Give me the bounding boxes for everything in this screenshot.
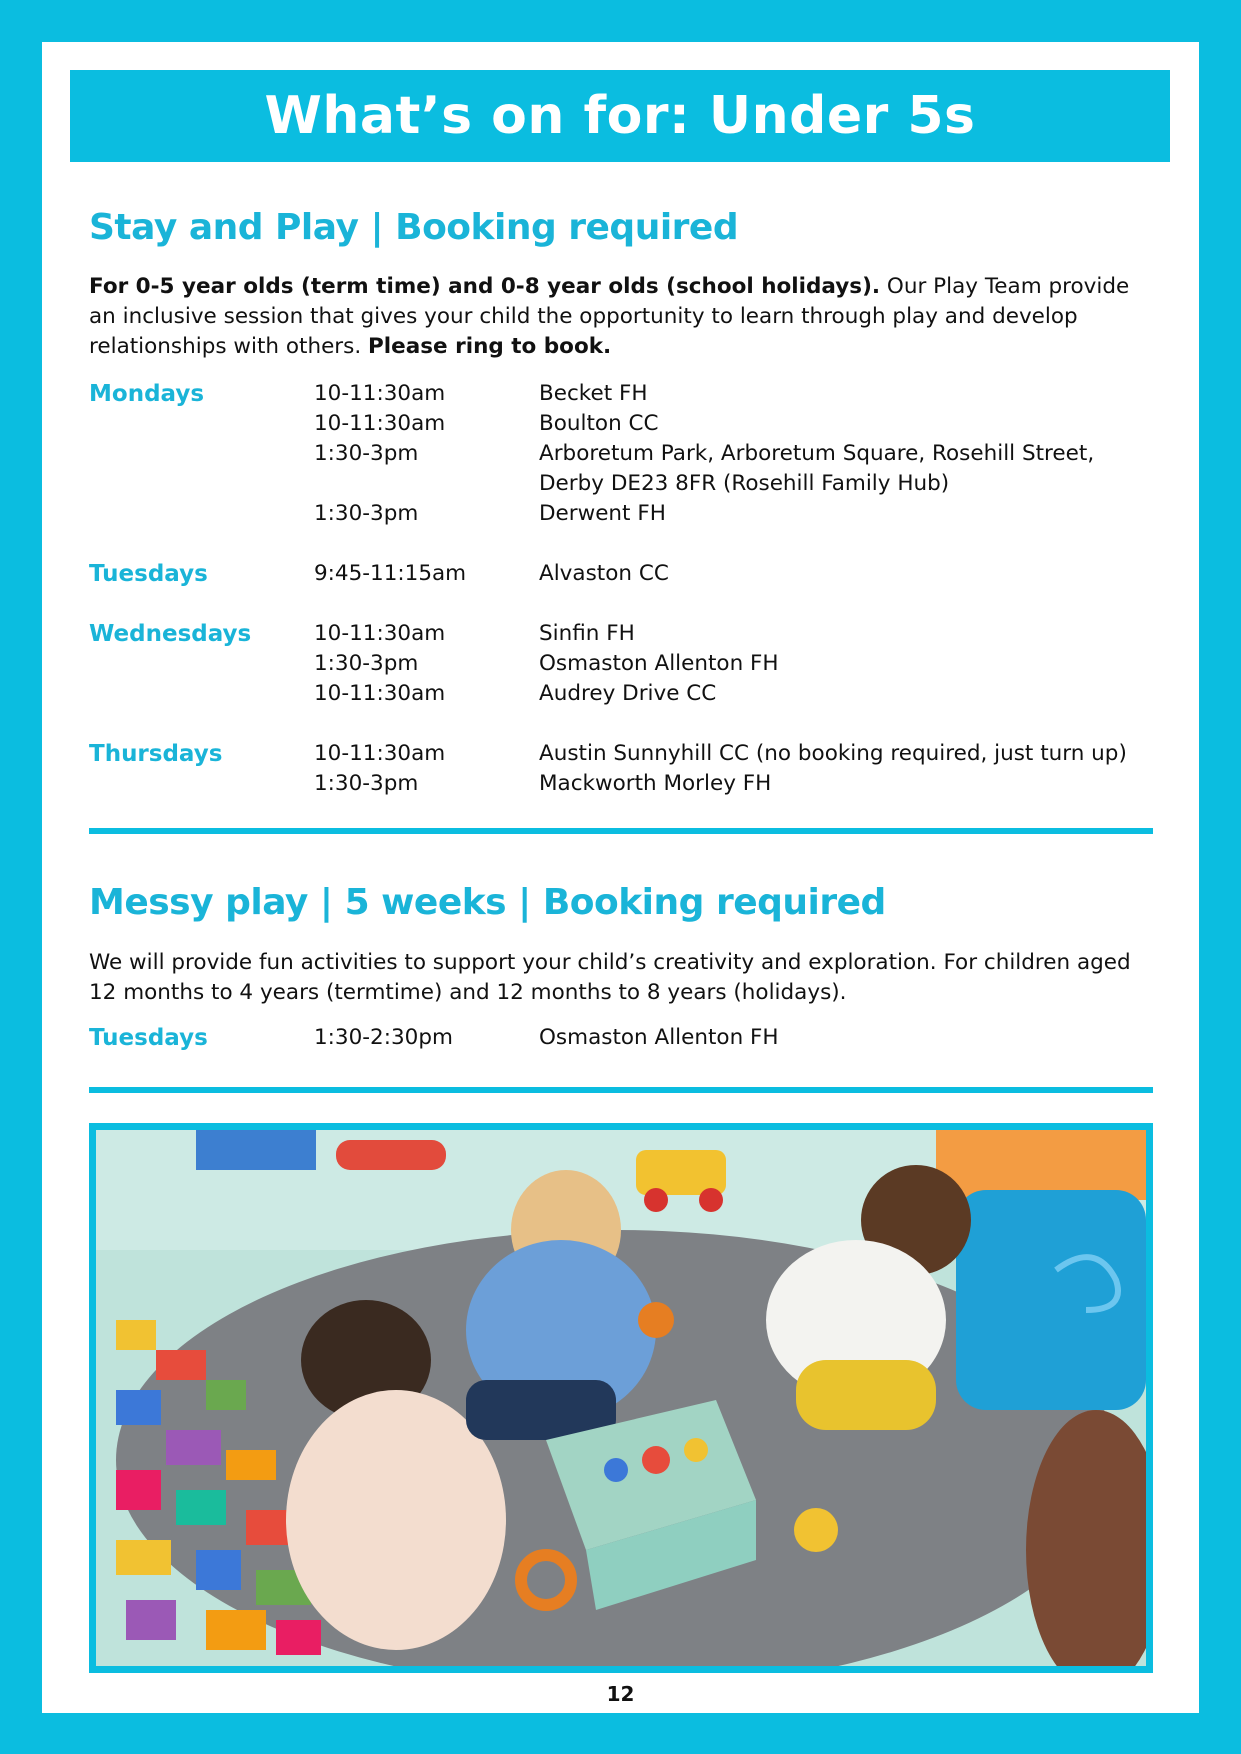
schedule-row (89, 559, 1169, 589)
schedule-time: 1:30-3pm (314, 651, 419, 676)
schedule-venue: Alvaston CC (539, 561, 669, 586)
schedule-time: 10-11:30am (314, 681, 446, 706)
schedule-venue: Arboretum Park, Arboretum Square, Rosehill Street, (539, 441, 1095, 466)
page-title: What’s on for: Under 5s (264, 86, 976, 146)
schedule-row (89, 619, 1169, 649)
schedule-row (89, 499, 1169, 529)
stay-and-play-heading: Stay and Play | Booking required (89, 207, 739, 248)
intro-booking-cta: Please ring to book. (368, 334, 612, 359)
section-divider (89, 1087, 1153, 1093)
stay-and-play-intro (89, 272, 1159, 362)
schedule-day: Tuesdays (89, 1025, 208, 1051)
page (42, 42, 1199, 1713)
schedule-venue: Boulton CC (539, 411, 659, 436)
title-banner (70, 70, 1170, 162)
messy-play-intro: We will provide fun activities to support your child’s creativity and exploration. For children aged 12 months to 4 years (termtime) and 12 months to 8 years (holidays). (89, 950, 1131, 1005)
schedule-row (89, 379, 1169, 409)
schedule-row (89, 439, 1169, 469)
schedule-time: 10-11:30am (314, 621, 446, 646)
schedule-venue: Audrey Drive CC (539, 681, 717, 706)
schedule-time: 10-11:30am (314, 411, 446, 436)
schedule-venue: Mackworth Morley FH (539, 771, 772, 796)
schedule-venue: Derby DE23 8FR (Rosehill Family Hub) (539, 471, 950, 496)
schedule-row (89, 409, 1169, 439)
schedule-day: Wednesdays (89, 621, 252, 647)
photo-frame (89, 1123, 1153, 1673)
schedule-time: 10-11:30am (314, 741, 446, 766)
schedule-day: Tuesdays (89, 561, 208, 587)
section-divider (89, 828, 1153, 834)
schedule-time: 1:30-3pm (314, 501, 419, 526)
schedule-row (89, 1023, 1169, 1053)
messy-play-heading: Messy play | 5 weeks | Booking required (89, 882, 886, 923)
intro-description: Our Play Team provide an inclusive session that gives your child the opportunity to learn through play and develop relationships with others. (89, 274, 1130, 359)
intro-age-range: For 0-5 year olds (term time) and 0-8 year olds (school holidays). (89, 274, 881, 299)
schedule-row (89, 769, 1169, 799)
schedule-time: 10-11:30am (314, 381, 446, 406)
page-number: 12 (606, 1682, 635, 1706)
schedule-day: Thursdays (89, 741, 223, 767)
schedule-day: Mondays (89, 381, 205, 407)
schedule-row (89, 739, 1169, 769)
schedule-venue: Austin Sunnyhill CC (no booking required, just turn up) (539, 741, 1127, 766)
schedule-time: 1:30-2:30pm (314, 1025, 453, 1050)
schedule-venue: Derwent FH (539, 501, 666, 526)
schedule-time: 1:30-3pm (314, 441, 419, 466)
schedule-time: 1:30-3pm (314, 771, 419, 796)
schedule-row (89, 679, 1169, 709)
schedule-venue: Osmaston Allenton FH (539, 1025, 779, 1050)
children-playing-photo (96, 1130, 1146, 1666)
schedule-venue: Becket FH (539, 381, 648, 406)
schedule-row (89, 469, 1169, 499)
schedule-time: 9:45-11:15am (314, 561, 467, 586)
schedule-venue: Sinfin FH (539, 621, 635, 646)
schedule-row (89, 649, 1169, 679)
schedule-venue: Osmaston Allenton FH (539, 651, 779, 676)
